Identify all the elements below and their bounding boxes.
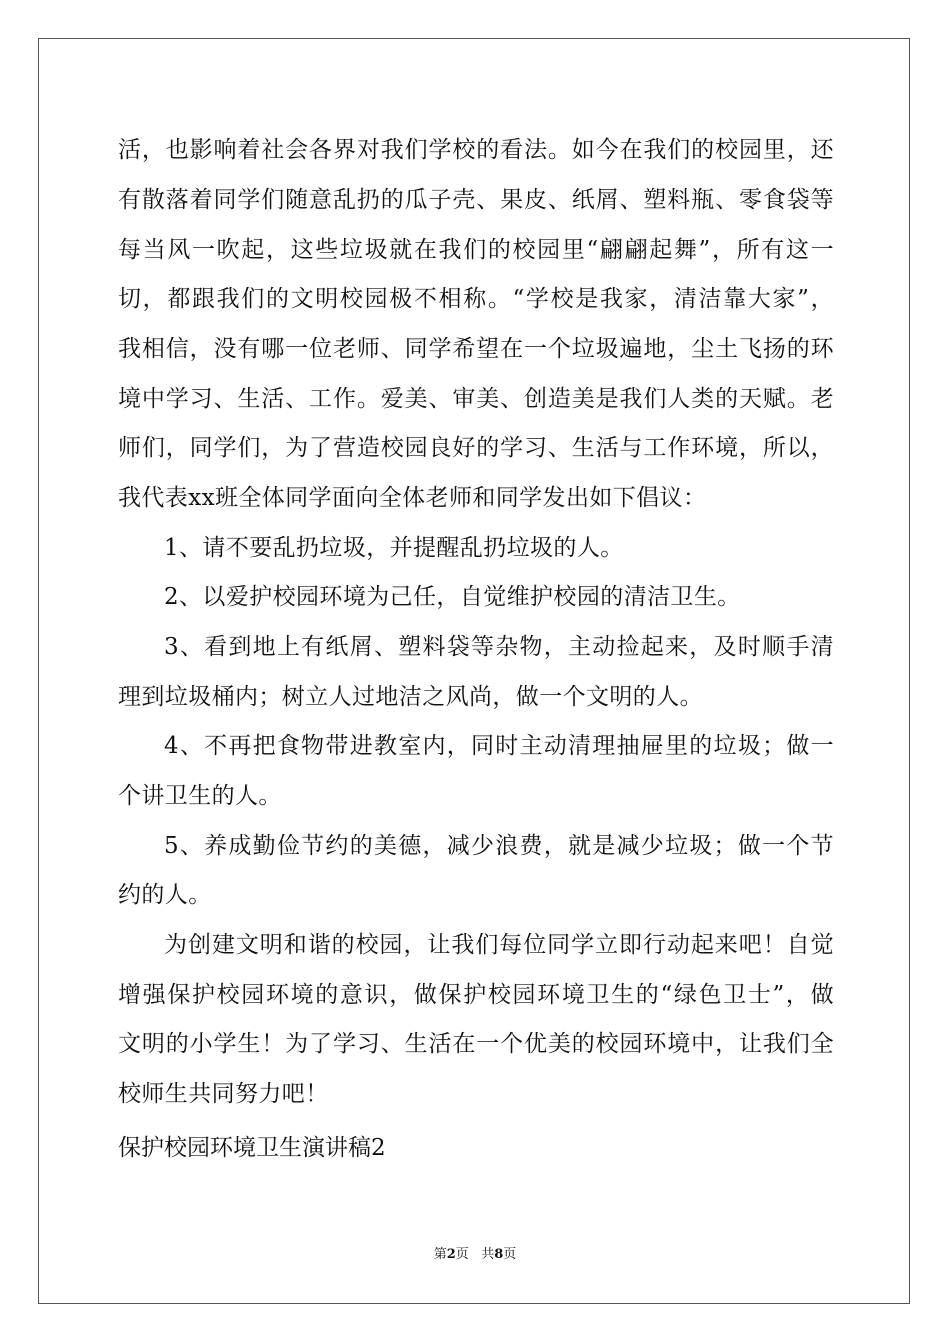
footer-total-prefix: 共 (481, 1247, 495, 1262)
closing-text-line: 为创建文明和谐的校园，让我们每位同学立即行动起来吧！自觉 (164, 932, 834, 958)
body-text-line: 师们，同学们，为了营造校园良好的学习、生活与工作环境，所以， (118, 435, 834, 461)
footer-page-suffix: 页 (455, 1247, 469, 1262)
proposal-item-5-cont: 约的人。 (118, 882, 212, 908)
page-footer (0, 1246, 950, 1264)
proposal-item-3-cont: 理到垃圾桶内；树立人过地洁之风尚，做一个文明的人。 (118, 684, 703, 710)
proposal-item-2: 2、以爱护校园环境为己任，自觉维护校园的清洁卫生。 (164, 584, 741, 610)
closing-text-line: 校师生共同努力吧！ (118, 1081, 329, 1107)
body-text-line: 境中学习、生活、工作。爱美、审美、创造美是我们人类的天赋。老 (118, 386, 834, 412)
body-text-line: 每当风一吹起，这些垃圾就在我们的校园里“翩翩起舞”，所有这一 (118, 237, 834, 263)
proposal-item-3: 3、看到地上有纸屑、塑料袋等杂物，主动捡起来，及时顺手清 (164, 634, 834, 660)
closing-text-line: 增强保护校园环境的意识，做保护校园环境卫生的“绿色卫士”，做 (118, 982, 834, 1008)
page-border (38, 38, 910, 1304)
body-text-line: 我代表xx班全体同学面向全体老师和同学发出如下倡议： (118, 485, 707, 511)
proposal-item-5: 5、养成勤俭节约的美德，减少浪费，就是减少垃圾；做一个节 (164, 833, 834, 859)
body-text-line: 有散落着同学们随意乱扔的瓜子壳、果皮、纸屑、塑料瓶、零食袋等 (118, 187, 834, 213)
proposal-item-4: 4、不再把食物带进教室内，同时主动清理抽屉里的垃圾；做一 (164, 733, 834, 759)
body-text-line: 切，都跟我们的文明校园极不相称。“学校是我家，清洁靠大家”， (118, 286, 834, 312)
footer-page-prefix: 第 (433, 1247, 447, 1262)
footer-page-number: 2 (446, 1247, 456, 1262)
body-text-line: 活，也影响着社会各界对我们学校的看法。如今在我们的校园里，还 (118, 137, 834, 163)
next-section-heading: 保护校园环境卫生演讲稿2 (118, 1135, 386, 1161)
body-text-line: 我相信，没有哪一位老师、同学希望在一个垃圾遍地，尘土飞扬的环 (118, 336, 834, 362)
footer-total-pages: 8 (494, 1247, 504, 1262)
proposal-item-4-cont: 个讲卫生的人。 (118, 783, 282, 809)
proposal-item-1: 1、请不要乱扔垃圾，并提醒乱扔垃圾的人。 (164, 535, 624, 561)
footer-total-suffix: 页 (503, 1247, 517, 1262)
closing-text-line: 文明的小学生！为了学习、生活在一个优美的校园环境中，让我们全 (118, 1031, 834, 1057)
